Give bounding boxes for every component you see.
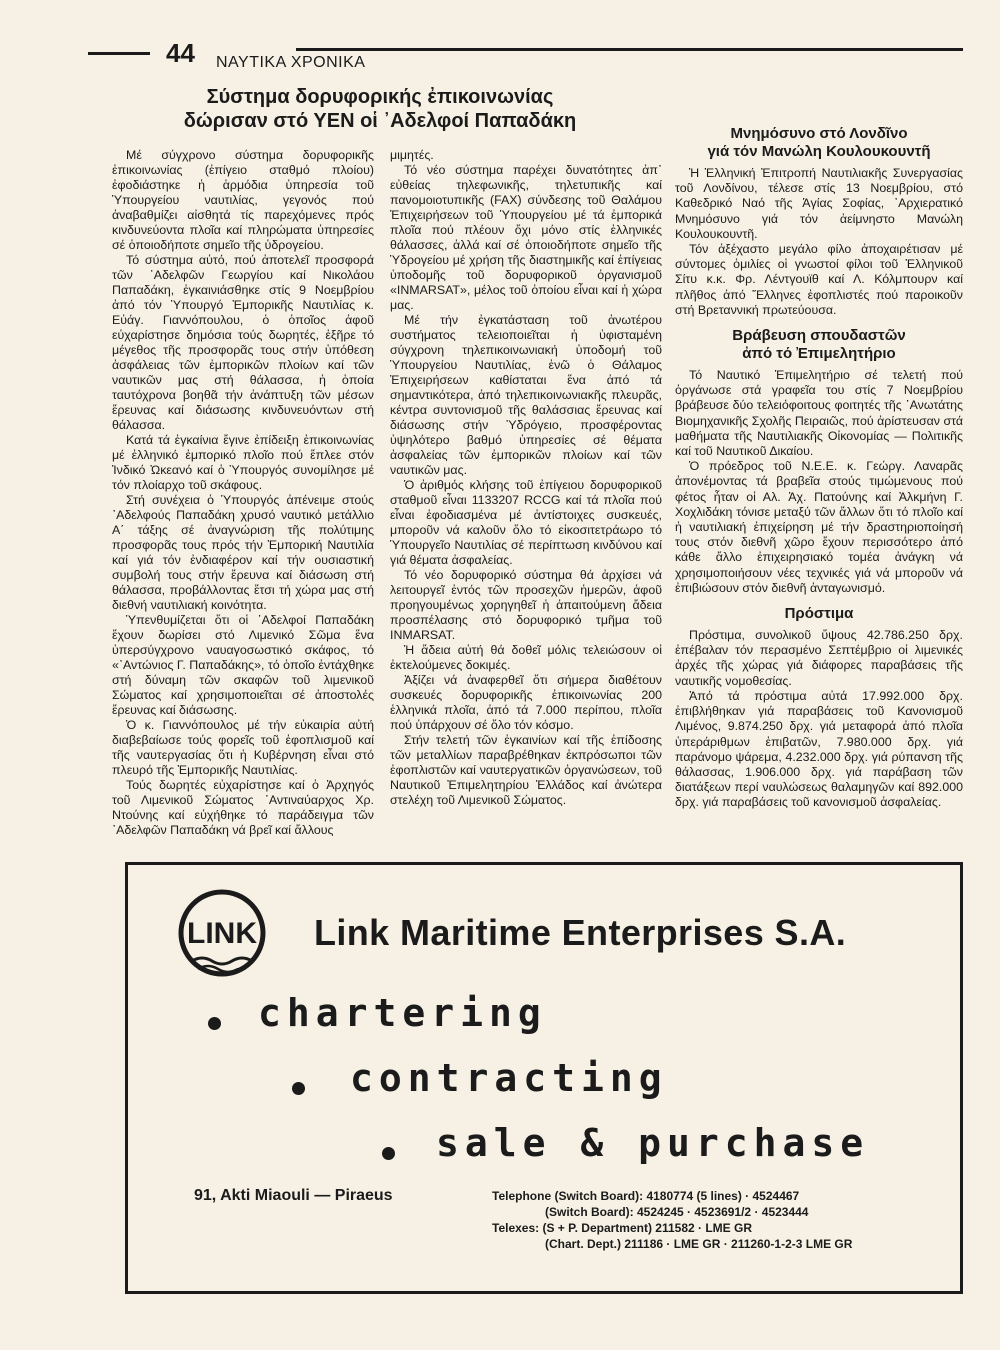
paragraph: Τό νέο δορυφορικό σύστημα θά ἀρχίσει νά λειτουργεῖ ἐντός τῶν προσεχῶν ἡμερῶν, ἀφοῦ προηγουμένως χορηγηθεῖ ἡ ἀπαιτούμενη ἄδεια προσπέλασης στό δορυφορικό τμῆμα τοῦ INMARSAT. (390, 568, 662, 642)
publication-title: ΝΑΥΤΙΚΑ ΧΡΟΝΙΚΑ (216, 54, 366, 71)
paragraph: μιμητές. (390, 148, 434, 162)
paragraph: Ἀπό τά πρόστιμα αὐτά 17.992.000 δρχ. ἐπιβλήθηκαν γιά παραβάσεις τοῦ Κανονισμοῦ Λιμένος, 9.874.250 δρχ. γιά μεταφορά ἀπό πλοῖα ὑπεράριθμων ἐπιβατῶν, 7.980.000 δρχ. γιά παράνομο ψάρεμα, 4.232.000 δρχ. γιά ρύπανση τῆς θάλασσας, 1.906.000 δρχ. γιά παράβαση τῶν διατάξεων περί ναυλώσεως θαλαμηγῶν καί 892.000 δρχ. γιά παραβάσεις τοῦ κανονισμοῦ ἀσφαλείας. (675, 688, 963, 810)
contact-line: (Switch Board): 4524245 · 4523691/2 · 4523444 (545, 1205, 809, 1219)
main-headline-line: δώρισαν στό ΥΕΝ οἱ ᾿Αδελφοί Παπαδάκη (183, 110, 577, 132)
link-logo-icon (176, 887, 268, 979)
paragraph: Ἀξίζει νά ἀναφερθεῖ ὅτι σήμερα διαθέτουν συσκευές δορυφορικῆς ἐπικοινωνίας 200 ἑλληνικά πλοῖα, ἀπό τά 7.000 περίπου, πλοῖα πού ὑπάρχουν σέ ὅλο τόν κόσμο. (390, 673, 662, 732)
headline-line: Μνημόσυνο στό Λονδῖνο (730, 125, 908, 142)
sidebar-column (675, 125, 963, 811)
company-name: Link Maritime Enterprises S.A. (314, 912, 847, 953)
contact-line: Telexes: (S + P. Department) 211582 · LME GR (492, 1221, 752, 1235)
paragraph: Στήν τελετή τῶν ἐγκαινίων καί τῆς ἐπίδοσης τῶν μεταλλίων παραβρέθηκαν ἐκπρόσωποι τῶν ἐφοπλιστῶν καί ναυτεργατικῶν ὀργανώσεων, τοῦ Ναυτικοῦ Ἐπιμελητηρίου Ἑλλάδος καί ἀνώτερα στελέχη τοῦ Λιμενικοῦ Σώματος. (390, 733, 662, 807)
bullet-icon (208, 1017, 221, 1030)
paragraph: Ἡ Ἑλληνική Ἐπιτροπή Ναυτιλιακῆς Συνεργασίας τοῦ Λονδίνου, τέλεσε στίς 13 Νοεμβρίου, στό Καθεδρικό Ναό τῆς Ἁγίας Σοφίας, ᾿Αρχιερατικό Μνημόσυνο γιά τόν ἀείμνηστο Μανώλη Κουλουκουντῆ. (675, 166, 963, 241)
paragraph: Ὁ ἀριθμός κλήσης τοῦ ἐπίγειου δορυφορικοῦ σταθμοῦ εἶναι 1133207 RCCG καί τά πλοῖα πού εἶναι ἐφοδιασμένα μέ ἀντίστοιχες συσκευές, μποροῦν νά καλοῦν ὅλο τό εἰκοσιτετράωρο τό Ὑπουργεῖο Ναυτιλίας σέ περίπτωση κινδύνου καί γιά θέματα ἀσφαλείας. (390, 478, 662, 567)
header-rule-left (88, 52, 150, 55)
page-number: 44 (166, 38, 195, 68)
contact-line: Telephone (Switch Board): 4180774 (5 lines) · 4524467 (492, 1189, 800, 1203)
page-header (88, 38, 963, 74)
paragraph: Κατά τά ἐγκαίνια ἔγινε ἐπίδειξη ἐπικοινωνίας μέ ἑλληνικό ἐμπορικό πλοῖο πού ἔπλεε στόν Ἰνδικό Ὠκεανό καί ὁ Ὑπουργός συνομίλησε μέ τόν πλοίαρχο τοῦ σκάφους. (112, 433, 374, 492)
headline-line: ἀπό τό Ἐπιμελητήριο (742, 345, 896, 363)
paragraph: Ὑπενθυμίζεται ὅτι οἱ ᾿Αδελφοί Παπαδάκη ἔχουν δωρίσει στό Λιμενικό Σῶμα ἕνα ὑπερσύγχρονο ναυαγοσωστικό σκάφος, τό «᾿Αντώνιος Γ. Παπαδάκης», τό ὁποῖο ἐντάχθηκε στή δύναμη τῶν σκαφῶν τοῦ λιμενικοῦ Σώματος καί χρησιμοποιεῖται σέ ἀποστολές ἔρευνας καί διάσωσης. (112, 613, 374, 717)
service-sale-purchase: sale & purchase (436, 1121, 870, 1165)
article-column-1 (112, 148, 374, 838)
company-address: 91, Akti Miaouli — Piraeus (194, 1187, 393, 1204)
paragraph: Ὁ κ. Γιαννόπουλος μέ τήν εὐκαιρία αὐτή διαβεβαίωσε τούς φορεῖς τοῦ ἐφοπλισμοῦ καί τῆς ναυτεργασίας ὅτι ἡ Κυβέρνηση εἶναι στό πλευρό τῆς Ἐμπορικῆς Ναυτιλίας. (112, 718, 374, 777)
paragraph: Μέ τήν ἐγκατάσταση τοῦ ἀνωτέρου συστήματος τελειοποιεῖται ἡ ὑφισταμένη σύγχρονη τηλεπικοινωνιακή ὑποδομή τοῦ Ὑπουργείου Ναυτιλίας, ἐνῶ ὁ Θάλαμος Ἐπιχειρήσεων καθίσταται ἕνα ἀπό τά σημαντικότερα, ἀπό τηλεπικοινωνιακῆς πλευρᾶς, κέντρα συντονισμοῦ τῆς θαλάσσιας ἔρευνας καί διάσωσης στήν Ὑδρόγειο, προσφέροντας ὑψηλότερο βαθμό ὑπηρεσίες σέ θέματα ἀσφαλείας τῶν ἐμπορικῶν πλοίων καί τῶν ναυτικῶν μας. (390, 313, 662, 477)
bullet-icon (292, 1082, 305, 1095)
main-headline (150, 85, 610, 133)
paragraph: Πρόστιμα, συνολικοῦ ὕψους 42.786.250 δρχ. ἐπέβαλαν τόν περασμένο Σεπτέμβριο οἱ λιμενικές ἀρχές τῆς χώρας γιά διάφορες παραβάσεις τῆς ναυτικῆς νομοθεσίας. (675, 628, 963, 688)
service-contracting: contracting (350, 1056, 668, 1100)
headline-line: Βράβευση σπουδαστῶν (732, 327, 906, 345)
paragraph: Στή συνέχεια ὁ Ὑπουργός ἀπένειμε στούς ᾿Αδελφούς Παπαδάκη χρυσό ναυτικό μετάλλιο Α΄ τάξης σέ ἀναγνώριση τῆς πολύτιμης προσφορᾶς τους πρός τήν Ἐμπορική Ναυτιλία καί γιά τόν ἐνδιαφέρον καί τήν ουσιαστική συμβολή τους στήν ἔρευνα καί διάσωση στή θάλασσα, προβάλλοντας ἔτσι τή χώρα μας στή διεθνή ναυτιλιακή κοινότητα. (112, 493, 374, 612)
contact-line: (Chart. Dept.) 211186 · LME GR · 211260-1-2-3 LME GR (545, 1237, 853, 1251)
main-headline-line: Σύστημα δορυφορικής ἐπικοινωνίας (206, 86, 554, 108)
article-column-2 (390, 148, 662, 808)
paragraph: Τό νέο σύστημα παρέχει δυνατότητες ἀπ᾿ εὐθείας τηλεφωνικῆς, τηλετυπικῆς καί πανομοιοτυπικῆς (FAX) σύνδεσης τοῦ Θαλάμου Ἐπιχειρήσεων τοῦ Ὑπουργείου μέ τά ἐμπορικά πλοῖα πού πλέουν ὄχι μόνο στίς ἑλληνικές θάλασσες, ἀλλά καί σέ ὁποιοδήποτε σημεῖο τῆς Ὑδρογείου μέ χρήση τῆς διαστημικῆς καί ἐπίγειας ὑποδομῆς τοῦ δορυφορικοῦ ὀργανισμοῦ «INMARSAT», μέλος τοῦ ὁποίου εἶναι καί ἡ χώρα μας. (390, 163, 662, 312)
paragraph: Τό σύστημα αὐτό, πού ἀποτελεῖ προσφορά τῶν ᾿Αδελφῶν Γεωργίου καί Νικολάου Παπαδάκη, ἐγκαινιάσθηκε στίς 9 Νοεμβρίου ἀπό τόν Ὑπουργό Ἐμπορικῆς Ναυτιλίας κ. Εὐάγ. Γιαννόπουλου, ὁ ὁποῖος ἀφοῦ εὐχαρίστησε δημόσια τούς δωρητές, ἐξῆρε τό μέγεθος τῆς προσφορᾶς τους στήν ὑπόθεση ἀσφάλειας τῶν ἐμπορικῶν πλοίων καί τῶν ναυτικῶν μας στή θάλασσα, ἡ ὁποία ταυτόχρονα βοηθᾶ τήν ἀνάπτυξη τῶν μέσων ἔρευνας καί διάσωσης κινδυνευόντων στή θάλασσα. (112, 253, 374, 432)
paragraph: Ἡ ἄδεια αὐτή θά δοθεῖ μόλις τελειώσουν οἱ ἐκτελούμενες δοκιμές. (390, 643, 662, 672)
memorial-headline (675, 125, 963, 161)
award-headline (675, 327, 963, 363)
paragraph: Μέ σύγχρονο σύστημα δορυφορικῆς ἐπικοινωνίας (ἐπίγειο σταθμό πλοίου) ἐφοδιάστηκε ἡ ἁρμόδια ὑπηρεσία τοῦ Ὑπουργείου ναυτιλίας, γεγονός πού ἀναβαθμίζει αἰσθητά τίς παρεχόμενες πρός κινδυνεύοντα πλοῖα καί πληρώματα ὑπηρεσίες σέ ὁποιοδήποτε σημεῖο τῆς ὑδρογείου. (112, 148, 374, 252)
headline-line: γιά τόν Μανώλη Κουλουκουντῆ (707, 143, 931, 160)
header-rule-right (296, 48, 963, 51)
advertisement (125, 862, 963, 1294)
paragraph: Τούς δωρητές εὐχαρίστησε καί ὁ Ἀρχηγός τοῦ Λιμενικοῦ Σώματος ᾿Αντιναύαρχος Χρ. Ντούνης καί εὐχήθηκε τό παράδειγμα τῶν ᾿Αδελφῶν Παπαδάκη νά βρεῖ καί ἄλλους (112, 778, 374, 837)
logo-lettering: LINK (187, 917, 257, 950)
fines-headline: Πρόστιμα (784, 605, 854, 623)
bullet-icon (382, 1147, 395, 1160)
paragraph: Τό Ναυτικό Ἐπιμελητήριο σέ τελετή πού ὀργάνωσε στά γραφεῖα του στίς 7 Νοεμβρίου βράβευσε δύο τελειόφοιτους φοιτητές τῆς ᾿Ανωτάτης Βιομηχανικῆς Σχολῆς Πειραιῶς, πού ἀρίστευσαν στά μαθήματα τῆς Ναυτιλιακῆς Οἰκονομίας — Πολιτικῆς καί τοῦ Ναυτικοῦ Δικαίου. (675, 368, 963, 459)
paragraph: Τόν ἀξέχαστο μεγάλο φίλο ἀποχαιρέτισαν μέ σύντομες ὁμιλίες οἱ γνωστοί φίλοι τοῦ Ἑλληνικοῦ Σίτυ κ.κ. Φρ. Λέντγουϊθ καί Λ. Κόλμπουρν καί πλῆθος ἀπό Ἕλληνες ἐφοπλιστές πού παροικοῦν στή Βρεταννική πρωτεύουσα. (675, 242, 963, 317)
service-chartering: chartering (258, 991, 547, 1035)
paragraph: Ὁ πρόεδρος τοῦ Ν.Ε.Ε. κ. Γεώργ. Λαναρᾶς ἀπονέμοντας τά βραβεῖα στούς τιμώμενους πού φέτος ἦταν οἱ Αλ. Ἀχ. Πατούνης καί Ἀλκμήνη Γ. Χοχλιδάκη τόνισε μεταξύ τῶν ἄλλων ὅτι τό πλοῖο καί ἡ ναυτιλιακή ἐπιχείρηση μέ τήν δραστηριοποίησή τους στόν διεθνῆ χῶρο ἔχουν περισσότερο ἀπό κάθε ἄλλο ἐπιχειρησιακό τομέα ἀνάγκη νά χρησιμοποιήσουν νέες τεχνικές γιά νά μποροῦν νά ἐπιβιώσουν στόν διεθνῆ ἀνταγωνισμό. (675, 459, 963, 595)
